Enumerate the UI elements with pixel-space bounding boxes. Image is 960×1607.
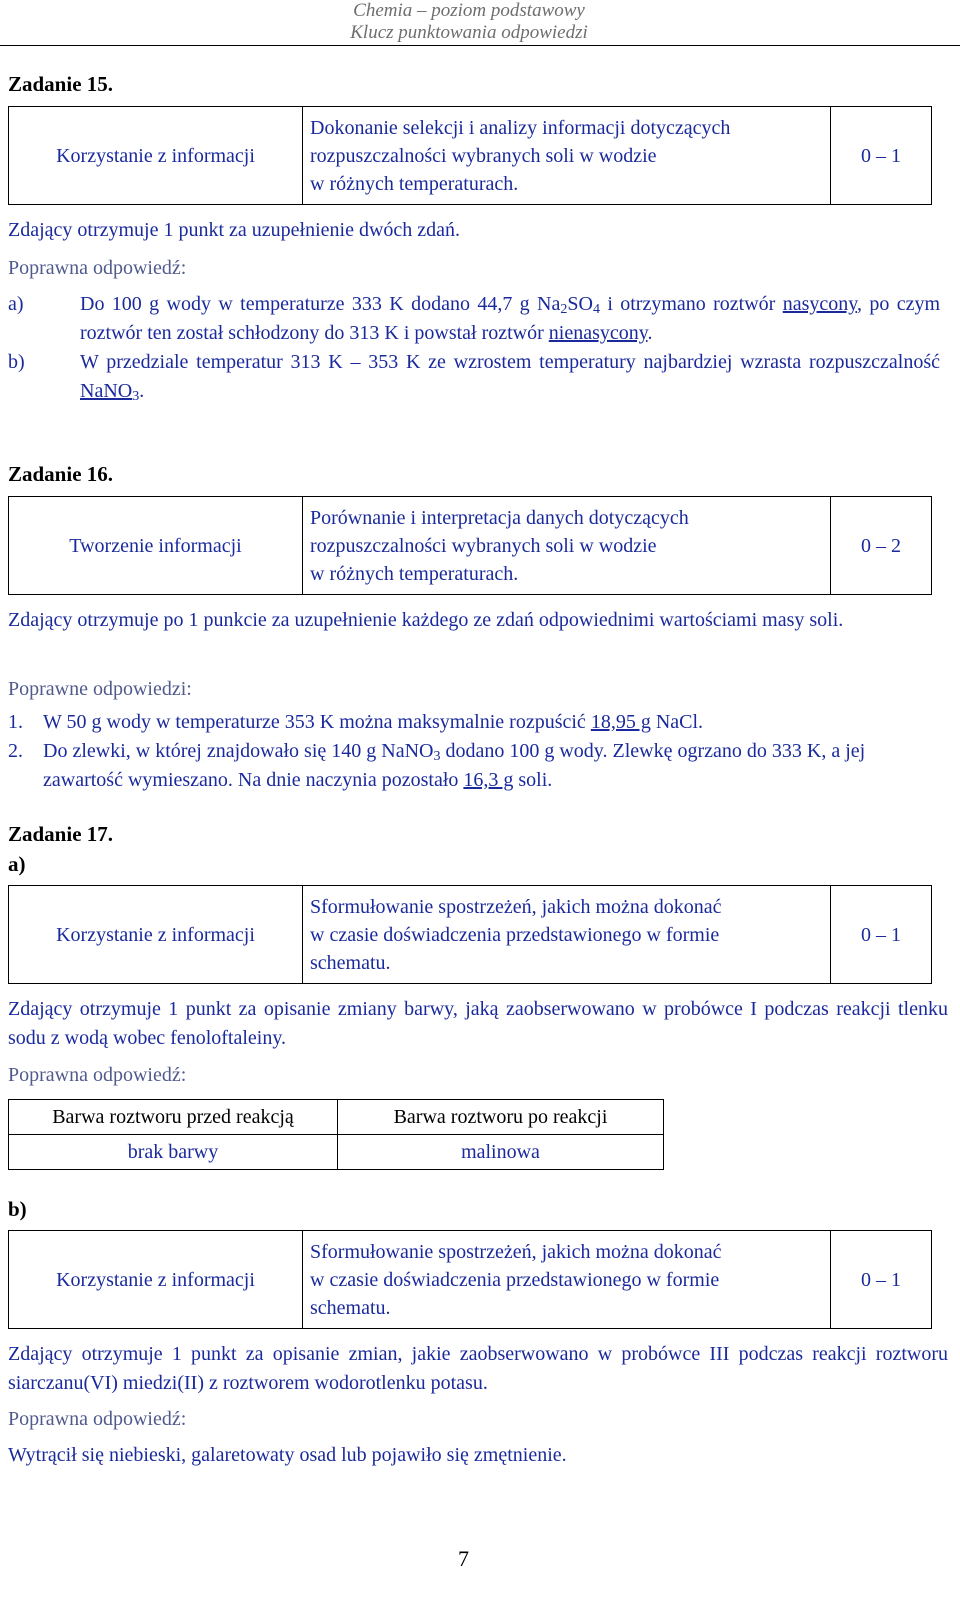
task-16-skill: Tworzenie informacji: [9, 497, 303, 595]
task-17-part-b-label: b): [8, 1197, 27, 1221]
task-17b-answer-label: Poprawna odpowiedź:: [8, 1408, 187, 1430]
task-15-points: 0 – 1: [831, 107, 932, 205]
task-16-answer-label: Poprawne odpowiedzi:: [8, 678, 192, 700]
task-15-description: Dokonanie selekcji i analizy informacji dotyczących rozpuszczalności wybranych soli w wodzie w różnych temperaturach.: [303, 107, 831, 205]
task-16-answer-2: 2. Do zlewki, w której znajdowało się 140 g NaNO$_3$ dodano 100 g wody. Zlewkę ogrzano do 333 K, a jej zawartość wymieszano. Na dnie naczynia pozostało 16,3 g soli.: [8, 740, 866, 791]
color-header-after: Barwa roztworu po reakcji: [338, 1100, 664, 1135]
header-key-title: Klucz punktowania odpowiedzi: [350, 22, 588, 43]
task-16-title: Zadanie 16.: [8, 462, 114, 486]
header-subject: Chemia – poziom podstawowy: [353, 0, 585, 21]
task-15-answer-a: a) Do 100 g wody w temperaturze 333 K dodano 44,7 g $Na_2SO_4$ i otrzymano roztwór nasycony, po czym roztwór ten został schłodzony do 313 K i powstał roztwór nienasycony.: [8, 293, 941, 344]
task-17a-color-table: [8, 1099, 664, 1170]
task-16-description: Porównanie i interpretacja danych dotyczących rozpuszczalności wybranych soli w wodzie w różnych temperaturach.: [303, 497, 831, 595]
task-15-title: Zadanie 15.: [8, 72, 114, 96]
page-number: 7: [458, 1546, 469, 1571]
task-17a-skill-table: [8, 885, 932, 984]
task-17-part-a-label: a): [8, 852, 26, 876]
task-15-skill: Korzystanie z informacji: [9, 107, 303, 205]
task-17b-skill: Korzystanie z informacji: [9, 1231, 303, 1329]
task-17b-points: 0 – 1: [831, 1231, 932, 1329]
task-15-skill-table: [8, 106, 932, 205]
task-17-title: Zadanie 17.: [8, 822, 114, 846]
task-17b-description: Sformułowanie spostrzeżeń, jakich można dokonać w czasie doświadczenia przedstawionego w formie schematu.: [303, 1231, 831, 1329]
task-15-scoring: Zdający otrzymuje 1 punkt za uzupełnienie dwóch zdań.: [8, 219, 461, 241]
task-16-skill-table: [8, 496, 932, 595]
page-header: [0, 0, 960, 46]
task-16-answer-1: 1. W 50 g wody w temperaturze 353 K można maksymalnie rozpuścić 18,95 g NaCl.: [8, 711, 704, 733]
task-15-answer-b: b) W przedziale temperatur 313 K – 353 K ze wzrostem temperatury najbardziej wzrasta rozpuszczalność NaNO$_3$.: [8, 351, 940, 404]
task-17a-skill: Korzystanie z informacji: [9, 886, 303, 984]
task-15-answer-label: Poprawna odpowiedź:: [8, 257, 187, 279]
task-17a-answer-label: Poprawna odpowiedź:: [8, 1064, 187, 1086]
task-17a-description: Sformułowanie spostrzeżeń, jakich można dokonać w czasie doświadczenia przedstawionego w formie schematu.: [303, 886, 831, 984]
color-value-after: malinowa: [338, 1135, 664, 1170]
task-16-answers: [8, 708, 940, 795]
task-17a-points: 0 – 1: [831, 886, 932, 984]
color-header-before: Barwa roztworu przed reakcją: [9, 1100, 338, 1135]
task-17b-scoring: Zdający otrzymuje 1 punkt za opisanie zmian, jakie zaobserwowano w probówce III podczas reakcji roztworu siarczanu(VI) miedzi(II) z roztworem wodorotlenku potasu.: [8, 1343, 948, 1394]
task-15-answers: [8, 290, 940, 406]
task-17a-scoring: Zdający otrzymuje 1 punkt za opisanie zmiany barwy, jaką zaobserwowano w probówce I podczas reakcji tlenku sodu z wodą wobec fenoloftaleiny.: [8, 998, 948, 1049]
task-17b-skill-table: [8, 1230, 932, 1329]
task-16-scoring: Zdający otrzymuje po 1 punkcie za uzupełnienie każdego ze zdań odpowiednimi wartościami masy soli.: [8, 609, 844, 631]
task-17b-answer: Wytrącił się niebieski, galaretowaty osad lub pojawiło się zmętnienie.: [8, 1444, 567, 1466]
task-16-points: 0 – 2: [831, 497, 932, 595]
color-value-before: brak barwy: [9, 1135, 338, 1170]
